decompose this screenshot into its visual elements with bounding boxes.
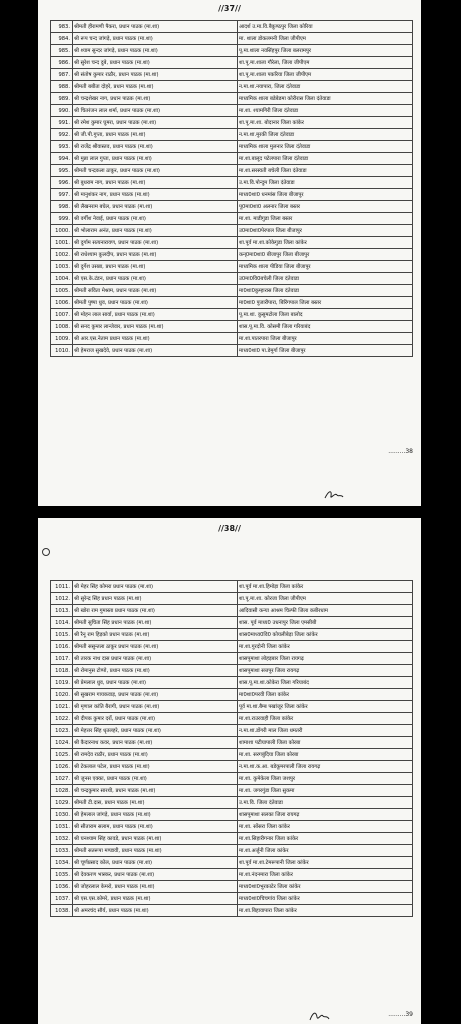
school-location: मा.शा.गुरदोनी जिला कांकेर: [238, 641, 413, 653]
school-location: शासपूमाशा सलका जिला रायगढ़: [238, 809, 413, 821]
serial-number: 1023.: [51, 725, 73, 737]
teacher-name: श्री सनद कुमार लान्जेवार, प्रधान पाठक (मा.शा): [73, 321, 238, 333]
serial-number: 987.: [51, 69, 73, 81]
staff-table-body: [51, 21, 413, 357]
table-row: [51, 761, 413, 773]
table-row: [51, 629, 413, 641]
table-row: [51, 665, 413, 677]
teacher-name: श्री चन्द्रशेखर नाग, प्रधान पाठक (मा.शा): [73, 93, 238, 105]
serial-number: 1018.: [51, 665, 73, 677]
teacher-name: श्री चितरंजन लाल शर्मा, प्रधान पाठक (मा.शा): [73, 105, 238, 117]
serial-number: 1030.: [51, 809, 73, 821]
table-row: [51, 713, 413, 725]
serial-number: 1020.: [51, 689, 73, 701]
serial-number: 1005.: [51, 285, 73, 297]
serial-number: 1021.: [51, 701, 73, 713]
teacher-name: श्री मेहर सिंह कोमरा प्रधान पाठक (मा.शा): [73, 581, 238, 593]
serial-number: 1014.: [51, 617, 73, 629]
table-row: [51, 261, 413, 273]
table-row: [51, 273, 413, 285]
teacher-name: श्री रूप चन्द जांगड़े, प्रधान पाठक (मा.शा): [73, 33, 238, 45]
serial-number: 989.: [51, 93, 73, 105]
serial-number: 1037.: [51, 893, 73, 905]
teacher-name: श्री मोहन लाल सार्वा, प्रधान पाठक (मा.शा): [73, 309, 238, 321]
table-row: [51, 225, 413, 237]
table-row: [51, 321, 413, 333]
serial-number: 1022.: [51, 713, 73, 725]
table-row: [51, 857, 413, 869]
serial-number: 1002.: [51, 249, 73, 261]
table-row: [51, 809, 413, 821]
teacher-name: श्री मेहत्तर सिंह धृतलहरे, प्रधान पाठक (मा.शा): [73, 725, 238, 737]
school-location: शासपूमाशा सत्तपुर जिला रायगढ़: [238, 665, 413, 677]
school-location: मा. शाला डोकलमनी जिला जीपीएम: [238, 33, 413, 45]
serial-number: 1036.: [51, 881, 73, 893]
serial-number: 1012.: [51, 593, 73, 605]
serial-number: 1027.: [51, 773, 73, 785]
serial-number: 984.: [51, 33, 73, 45]
school-location: मा.शा.नंदनमारा जिला कांकेर: [238, 869, 413, 881]
table-row: [51, 641, 413, 653]
teacher-name: श्री दुर्गेश उसन्ना, प्रधान पाठक (मा.शा): [73, 261, 238, 273]
serial-number: 1003.: [51, 261, 73, 273]
serial-number: 1024.: [51, 737, 73, 749]
school-location: उ.मा.वि.पोन्दुम जिला दंतेवाडा: [238, 177, 413, 189]
table-row: [51, 737, 413, 749]
table-row: [51, 297, 413, 309]
teacher-name: श्री हेमलाल जांगड़े, प्रधान पाठक (मा.शा): [73, 809, 238, 821]
serial-number: 1025.: [51, 749, 73, 761]
school-location: शा.पूर्व मा.शा.हिमोड़ा जिला कांकेर: [238, 581, 413, 593]
teacher-name: श्री हेमराज सुखदेवे, प्रधान पाठक (मा.शा): [73, 345, 238, 357]
school-location: माध्य0शा0चिचगांव जिला कांकेर: [238, 893, 413, 905]
teacher-name: श्रीमती हीरामणी पैकरा, प्रधान पाठक (मा.शा): [73, 21, 238, 33]
teacher-name: श्री बुधराम नाग, प्रधान पाठक (मा.शा): [73, 177, 238, 189]
serial-number: 1009.: [51, 333, 73, 345]
school-location: शा.पू.मा.शाला पकरिया जिला जीपीएम: [238, 69, 413, 81]
school-location: शा.पू.मा.शा. कोरजा जिला जीपीएम: [238, 593, 413, 605]
table-row: [51, 845, 413, 857]
school-location: मा0शा0 पुजारीपारा, बिरिंगपाल जिला बस्तर: [238, 297, 413, 309]
staff-table: [50, 580, 413, 917]
serial-number: 985.: [51, 45, 73, 57]
serial-number: 1029.: [51, 797, 73, 809]
serial-number: 1034.: [51, 857, 73, 869]
teacher-name: श्री चूर्णप्रसाद कोल, प्रधान पाठक (मा.शा): [73, 857, 238, 869]
school-location: आदर्श उ.मा.वि.बैकुण्ठपुर जिला कोरिया: [238, 21, 413, 33]
document-page-37: [38, 0, 421, 506]
serial-number: 1016.: [51, 641, 73, 653]
serial-number: 1015.: [51, 629, 73, 641]
table-row: [51, 893, 413, 905]
school-location: शा.पू.मा.शा. बोदानार जिला कांकेर: [238, 117, 413, 129]
school-location: न.मा.शा.मुरकी जिला दंतेवाडा: [238, 129, 413, 141]
teacher-name: श्री सीताराम सलाम, प्रधान पाठक (मा.शा): [73, 821, 238, 833]
teacher-name: श्रीमती सतरूपा मण्डावी, प्रधान पाठक (मा.शा): [73, 845, 238, 857]
school-location: माध्यमिक शाला बडेबेडमा कोरीरास जिला दंतेवाडा: [238, 93, 413, 105]
teacher-name: श्री दुर्गाम सत्यनारायण, प्रधान पाठक (मा.शा): [73, 237, 238, 249]
school-location: न.मा.शा.क.आ. बडेकूमरपाली जिला रायगढ़: [238, 761, 413, 773]
table-row: [51, 333, 413, 345]
signature-mark: [308, 1008, 330, 1022]
school-location: शा.पूर्व मा.शा.कोकेगुडा जिला कांकेर: [238, 237, 413, 249]
serial-number: 996.: [51, 177, 73, 189]
school-location: मा.शा. सोंसरा जिला कांकेर: [238, 821, 413, 833]
table-row: [51, 69, 413, 81]
school-location: शास. पूर्व माध्य0 उधनापुर जिला एमसीबी: [238, 617, 413, 629]
teacher-name: श्री संतोष कुमार राठौर, प्रधान पाठक (मा.शा): [73, 69, 238, 81]
school-location: शा.पू.मा.शाला गौरेला, जिला जीपीएम: [238, 57, 413, 69]
teacher-name: श्रीमती बबीता दोहरे, प्रधान पाठक (मा.शा): [73, 81, 238, 93]
teacher-name: श्रीमती पुष्पा धुव, प्रधान पाठक (मा.शा): [73, 297, 238, 309]
table-row: [51, 213, 413, 225]
table-row: [51, 905, 413, 917]
table-row: [51, 581, 413, 593]
school-location: मा0शा0परवी जिला कांकेर: [238, 689, 413, 701]
table-row: [51, 653, 413, 665]
table-row: [51, 117, 413, 129]
serial-number: 1006.: [51, 297, 73, 309]
serial-number: 1010.: [51, 345, 73, 357]
school-location: उ.मा.वि. जिला दंतेवाडा: [238, 797, 413, 809]
next-page-marker: .........39: [388, 1011, 413, 1018]
staff-table: [50, 20, 413, 357]
table-row: [51, 749, 413, 761]
teacher-name: श्री सुरेश चन्द दुबे, प्रधान पाठक (मा.शा): [73, 57, 238, 69]
teacher-name: श्री मानुशंकर नाग, प्रधान पाठक (मा.शा): [73, 189, 238, 201]
serial-number: 993.: [51, 141, 73, 153]
teacher-name: श्री दीपक कुमार दर्रो, प्रधान पाठक (मा.शा): [73, 713, 238, 725]
serial-number: 999.: [51, 213, 73, 225]
serial-number: 983.: [51, 21, 73, 33]
teacher-name: श्री मुन्ना लाल गुप्ता, प्रधान पाठक (मा.शा): [73, 153, 238, 165]
serial-number: 991.: [51, 117, 73, 129]
school-location: शासपूमाशा लोहड़बार जिला रायगढ़: [238, 653, 413, 665]
teacher-name: श्रीमती चन्द्रकला ठाकुर, प्रधान पाठक (मा.शा): [73, 165, 238, 177]
teacher-name: श्री भोलाराम अनंत, प्रधान पाठक (मा.शा): [73, 225, 238, 237]
table-row: [51, 105, 413, 117]
serial-number: 1008.: [51, 321, 73, 333]
teacher-name: श्री टेकलाल पटेल, प्रधान पाठक (मा.शा): [73, 761, 238, 773]
teacher-name: श्री मृणाल कांति बैरागी, प्रधान पाठक (मा.शा): [73, 701, 238, 713]
teacher-name: श्री राधेश्याम कुलदीप, प्रधान पाठक (मा.शा): [73, 249, 238, 261]
punch-hole: [42, 548, 50, 556]
serial-number: 1007.: [51, 309, 73, 321]
table-row: [51, 141, 413, 153]
table-row: [51, 605, 413, 617]
teacher-name: श्री अमरचंद सौर्य, प्रधान पाठक (मा.शा): [73, 905, 238, 917]
school-location: न.मा.शा.नयापारा, जिला दंतेवाडा: [238, 81, 413, 93]
teacher-name: श्री तारक नाथ दास प्रधान पाठक (मा.शा): [73, 653, 238, 665]
school-location: न.मा.शा.डोंगरी माल जिला धमतरी: [238, 725, 413, 737]
teacher-name: श्री रमेश कुमार घुमरा, प्रधान पाठक (मा.शा): [73, 117, 238, 129]
table-row: [51, 869, 413, 881]
school-location: पू.मा.शाला नवसिंहपुर जिला बलरामपुर: [238, 45, 413, 57]
table-row: [51, 797, 413, 809]
staff-table-body: [51, 581, 413, 917]
table-row: [51, 129, 413, 141]
school-location: मा.शा. माडीगुडा जिला बस्तर: [238, 213, 413, 225]
school-location: मा.शा.बिहावापारा जिला कांकेर: [238, 905, 413, 917]
school-location: माध्य0शा0भुरकाटेर जिला कांकेर: [238, 881, 413, 893]
serial-number: 994.: [51, 153, 73, 165]
serial-number: 1031.: [51, 821, 73, 833]
table-row: [51, 153, 413, 165]
serial-number: 1026.: [51, 761, 73, 773]
teacher-name: श्रीमती सुचिता सिंह प्रधान पाठक (मा.शा): [73, 617, 238, 629]
table-row: [51, 701, 413, 713]
teacher-name: श्रीमती टी.दास, प्रधान पाठक (मा.शा): [73, 797, 238, 809]
serial-number: 988.: [51, 81, 73, 93]
teacher-name: श्री रोमानुस टोप्पो, प्रधान पाठक (मा.शा): [73, 665, 238, 677]
table-row: [51, 201, 413, 213]
school-location: माध्यमिक शाला मुलनार जिला दंतेवाडा: [238, 141, 413, 153]
teacher-name: श्री लैखनराम बघेल, प्रधान पाठक (मा.शा): [73, 201, 238, 213]
table-row: [51, 821, 413, 833]
table-row: [51, 189, 413, 201]
page-number: //38//: [218, 524, 241, 533]
school-location: मा.शा.अर्जुनी जिला कांकेर: [238, 845, 413, 857]
serial-number: 1011.: [51, 581, 73, 593]
table-row: [51, 45, 413, 57]
table-row: [51, 725, 413, 737]
teacher-name: श्री प्रेमलाल धुव, प्रधान पाठक (मा.शा): [73, 677, 238, 689]
teacher-name: श्री श्याम सुन्दर जांगड़े, प्रधान पाठक (मा.शा): [73, 45, 238, 57]
table-row: [51, 237, 413, 249]
table-row: [51, 93, 413, 105]
table-row: [51, 345, 413, 357]
serial-number: 1001.: [51, 237, 73, 249]
teacher-name: श्री खोरा राम गुमास्ता प्रधान पाठक (मा.शा): [73, 605, 238, 617]
teacher-name: श्री रैनू राम हिड़को प्रधान पाठक (मा.शा): [73, 629, 238, 641]
teacher-name: श्री एस.एस.कोमरे, प्रधान पाठक (मा.शा): [73, 893, 238, 905]
serial-number: 1038.: [51, 905, 73, 917]
school-location: मा.शा.सरस्वती बचेली जिला दंतेवाडा: [238, 165, 413, 177]
serial-number: 998.: [51, 201, 73, 213]
serial-number: 1028.: [51, 785, 73, 797]
table-row: [51, 177, 413, 189]
signature-mark: [323, 488, 345, 502]
table-row: [51, 881, 413, 893]
page-number: //37//: [218, 4, 241, 13]
table-row: [51, 57, 413, 69]
teacher-name: श्री जी.पी.गुप्ता, प्रधान पाठक (मा.शा): [73, 129, 238, 141]
table-row: [51, 689, 413, 701]
teacher-name: श्री सुरेन्द्र सिंह प्रधान पाठक (मा.शा): [73, 593, 238, 605]
school-location: मा.शा.सिहारीगनार जिला कांकेर: [238, 833, 413, 845]
school-location: पू0मा0शा0 अलनार जिला बस्तर: [238, 201, 413, 213]
teacher-name: श्री जोहरलाल केमरो, प्रधान पाठक (मा.शा): [73, 881, 238, 893]
school-location: माध्य0शा0 धनमांस जिला बीजापुर: [238, 189, 413, 201]
table-row: [51, 617, 413, 629]
table-row: [51, 593, 413, 605]
serial-number: 992.: [51, 129, 73, 141]
school-location: मा.शा. श्यामगिरी जिला दंतेवाडा: [238, 105, 413, 117]
school-location: मा0शा0कुम्हारास जिला दंतेवाडा: [238, 285, 413, 297]
table-row: [51, 773, 413, 785]
teacher-name: श्री कैदारनाथ कवर, प्रधान पाठक (मा.शा): [73, 737, 238, 749]
school-location: आदिवासी कन्या आश्रम चिल्फी जिला कबीरधाम: [238, 605, 413, 617]
document-page-38: [38, 518, 421, 1024]
school-location: मा.शा. सरगबुंदिया जिला कोरबा: [238, 749, 413, 761]
table-row: [51, 309, 413, 321]
school-location: मा.शा.राउरवाही जिला कांकेर: [238, 713, 413, 725]
table-row: [51, 285, 413, 297]
school-location: उ0मा0शा0पेरपाल जिला बीजापुर: [238, 225, 413, 237]
serial-number: 995.: [51, 165, 73, 177]
table-row: [51, 81, 413, 93]
school-location: मा.शा. कुमेकेला जिला जशपुर: [238, 773, 413, 785]
school-location: शास0माध्य0वि0 कोयलीबेड़ा जिला कांकेर: [238, 629, 413, 641]
serial-number: 1004.: [51, 273, 73, 285]
teacher-name: श्री सुखराम गायकवाड़, प्रधान पाठक (मा.शा): [73, 689, 238, 701]
school-location: माध्यमिक शाला पीडिया जिला बीजापुर: [238, 261, 413, 273]
teacher-name: श्री रामदेव राठौर, प्रधान पाठक (मा.शा): [73, 749, 238, 761]
school-location: पूर्व मा.शा.बैम्ब पखांजूर जिला कांकेर: [238, 701, 413, 713]
school-location: माध्य0शा0 पा.डेमुर्गा जिला बीजापुर: [238, 345, 413, 357]
serial-number: 1000.: [51, 225, 73, 237]
teacher-name: श्री देवकरण भास्कर, प्रधान पाठक (मा.शा): [73, 869, 238, 881]
teacher-name: श्री एस.के.टंडन, प्रधान पाठक (मा.शा): [73, 273, 238, 285]
table-row: [51, 677, 413, 689]
teacher-name: श्री घनश्याम सिंह कावडे, प्रधान पाठक (मा.शा): [73, 833, 238, 845]
serial-number: 1032.: [51, 833, 73, 845]
serial-number: 1013.: [51, 605, 73, 617]
teacher-name: श्रीमती सविता मेश्राम, प्रधान पाठक (मा.शा): [73, 285, 238, 297]
teacher-name: श्रीमती ससुन्तला ठाकुर प्रधान पाठक (मा.शा): [73, 641, 238, 653]
school-location: मा.शा.बालूद पटेलपारा जिला दंतेवाडा: [238, 153, 413, 165]
serial-number: 990.: [51, 105, 73, 117]
school-location: शास.पू.मा.शा.कोकेरा जिला गरियाबंद: [238, 677, 413, 689]
teacher-name: श्री आर.एस.नेताम प्रधान पाठक (मा.शा): [73, 333, 238, 345]
table-row: [51, 21, 413, 33]
serial-number: 1019.: [51, 677, 73, 689]
school-location: शास.पू.मा.वि. कोसमी जिला गरियाबंद: [238, 321, 413, 333]
teacher-name: श्री जुनस एक्का, प्रधान पाठक (मा.शा): [73, 773, 238, 785]
table-row: [51, 165, 413, 177]
school-location: मा.शा.पातरपारा जिला बीजापुर: [238, 333, 413, 345]
school-location: उ0मा0वि0बचेली जिला दंतेवाडा: [238, 273, 413, 285]
serial-number: 1033.: [51, 845, 73, 857]
table-row: [51, 33, 413, 45]
teacher-name: श्री राजेंद्र श्रीवास्तव, प्रधान पाठक (मा.शा): [73, 141, 238, 153]
school-location: मा.शा. जगरगुंडा जिला सुकमा: [238, 785, 413, 797]
teacher-name: श्री वर्गीश नेवाई, प्रधान पाठक (मा.शा): [73, 213, 238, 225]
serial-number: 997.: [51, 189, 73, 201]
school-location: कन्0मा0शा0 बीजापुर जिला बीजापुर: [238, 249, 413, 261]
school-location: शामाशा पटीयापाली जिला कोरबा: [238, 737, 413, 749]
table-row: [51, 833, 413, 845]
serial-number: 1017.: [51, 653, 73, 665]
serial-number: 1035.: [51, 869, 73, 881]
teacher-name: श्री चन्द्रकुमार सारथी, प्रधान पाठक (मा.शा): [73, 785, 238, 797]
school-location: पू.मा.शा. कुसुमटोला जिला बालोद: [238, 309, 413, 321]
next-page-marker: .........38: [388, 448, 413, 455]
table-row: [51, 249, 413, 261]
serial-number: 986.: [51, 57, 73, 69]
table-row: [51, 785, 413, 797]
school-location: शा.पूर्व मा.शा.टेमरूपानी जिला कांकेर: [238, 857, 413, 869]
